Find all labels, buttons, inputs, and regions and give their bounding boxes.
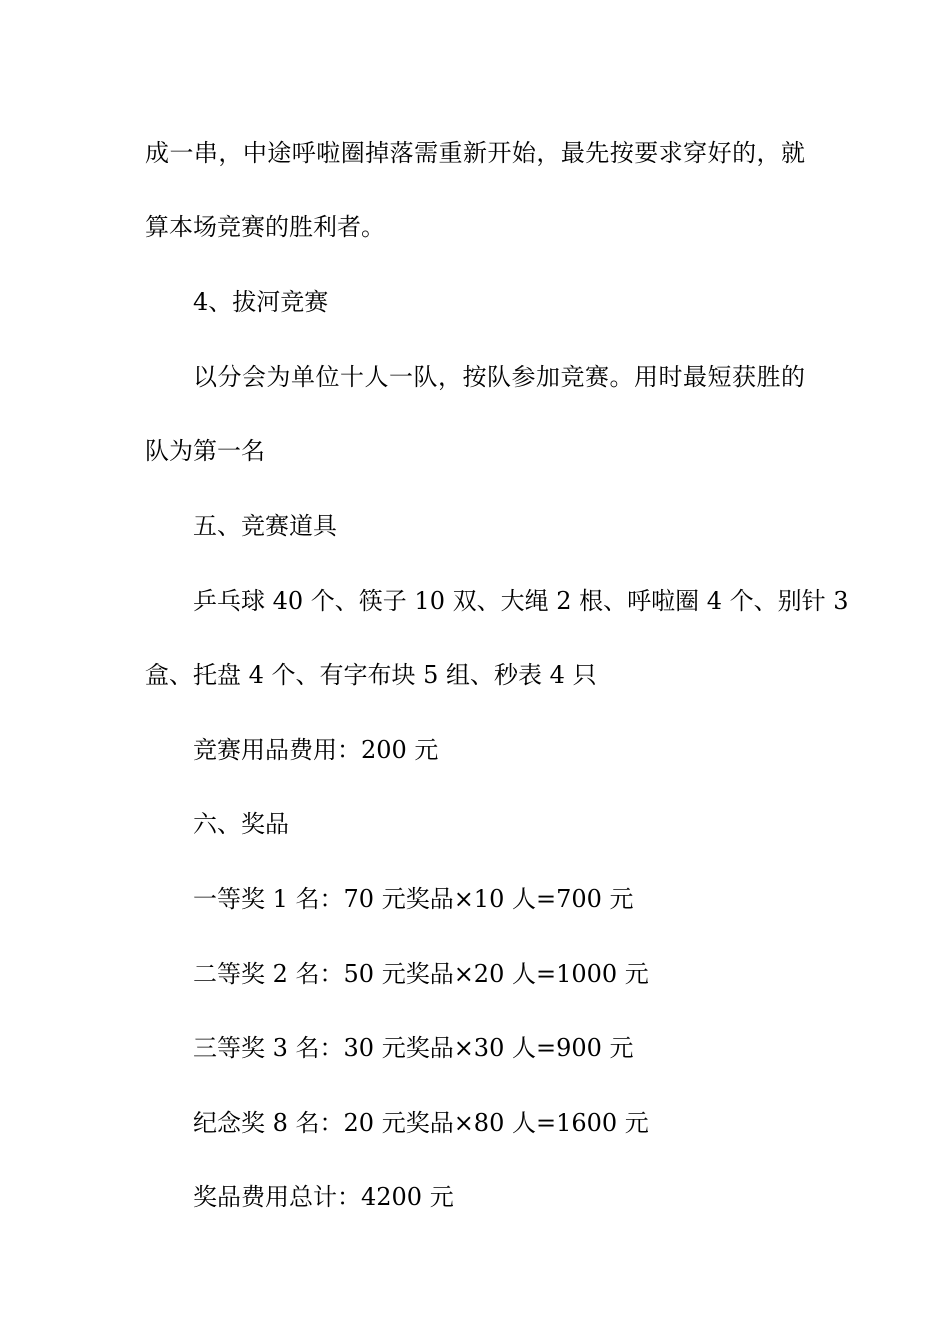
- prize-line-commemorative: 纪念奖 8 名：20 元奖品×80 人=1600 元: [193, 1109, 649, 1137]
- props-list-line: 盒、托盘 4 个、有字布块 5 组、秒表 4 只: [145, 661, 597, 689]
- section-heading-prizes: 六、奖品: [193, 810, 289, 838]
- body-text-line: 队为第一名: [145, 437, 265, 465]
- props-cost-line: 竞赛用品费用：200 元: [193, 736, 439, 764]
- prize-line-first: 一等奖 1 名：70 元奖品×10 人=700 元: [193, 885, 634, 913]
- body-text-line: 算本场竞赛的胜利者。: [145, 213, 385, 241]
- section-heading-tug-of-war: 4、拔河竞赛: [193, 288, 329, 316]
- prize-line-third: 三等奖 3 名：30 元奖品×30 人=900 元: [193, 1034, 634, 1062]
- body-text-line: 成一串，中途呼啦圈掉落需重新开始，最先按要求穿好的，就: [145, 139, 805, 167]
- section-heading-props: 五、竞赛道具: [193, 512, 337, 540]
- body-text-line: 以分会为单位十人一队，按队参加竞赛。用时最短获胜的: [193, 363, 805, 391]
- prize-total-line: 奖品费用总计：4200 元: [193, 1183, 454, 1211]
- prize-line-second: 二等奖 2 名：50 元奖品×20 人=1000 元: [193, 960, 649, 988]
- props-list-line: 乒乓球 40 个、筷子 10 双、大绳 2 根、呼啦圈 4 个、别针 3: [193, 587, 849, 615]
